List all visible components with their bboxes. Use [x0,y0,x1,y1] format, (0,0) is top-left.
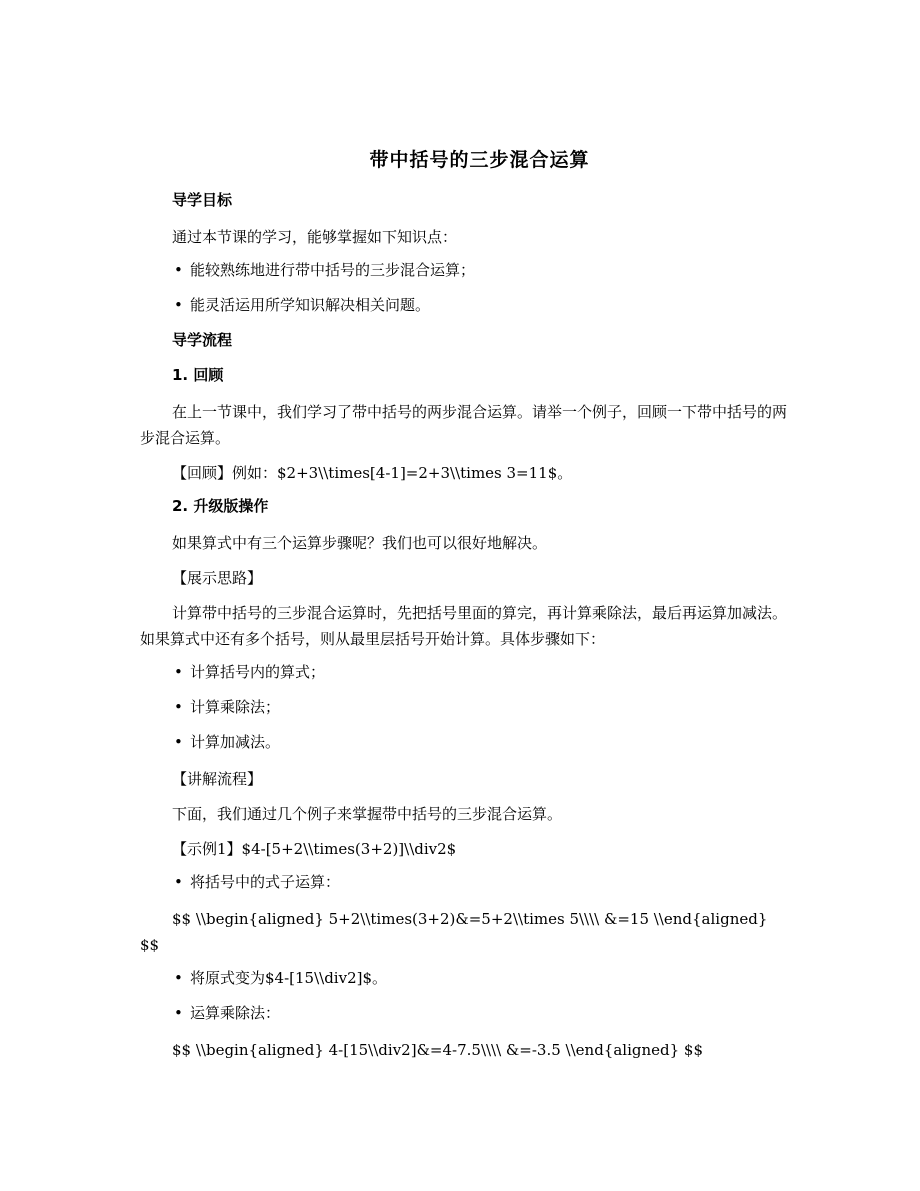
list-item [172,294,787,316]
upgrade-text: 如果算式中有三个运算步骤呢？我们也可以很好地解决。 [172,534,548,552]
step1-bullet: 将括号中的式子运算： [190,873,341,891]
idea-label: 【展示思路】 [172,569,263,587]
list-item [172,731,787,753]
bullet-icon: • [174,663,183,681]
idea-text: 计算带中括号的三步混合运算时，先把括号里面的算完，再计算乘除法，最后再运算加减法。如果算式中还有多个括号，则从最里层括号开始计算。具体步骤如下： [140,604,788,648]
page-title: 带中括号的三步混合运算 [369,149,590,171]
list-item [172,661,787,683]
list-item [172,967,787,989]
idea-bullet-2: 计算乘除法； [190,698,281,716]
bullet-icon: • [174,969,183,987]
review-heading: 1. 回顾 [172,366,224,384]
idea-bullet-1: 计算括号内的算式； [190,663,326,681]
list-item [172,696,787,718]
bullet-icon: • [174,873,183,891]
goal-intro: 通过本节课的学习，能够掌握如下知识点： [172,228,458,246]
goal-bullet-1: 能较熟练地进行带中括号的三步混合运算； [190,261,476,279]
explain-label: 【讲解流程】 [172,770,263,788]
explain-text: 下面，我们通过几个例子来掌握带中括号的三步混合运算。 [172,805,563,823]
step2-bullet: 将原式变为$4-[15\\div2]$。 [190,969,388,987]
bullet-icon: • [174,733,183,751]
process-heading: 导学流程 [172,331,233,349]
upgrade-heading: 2. 升级版操作 [172,497,269,515]
example-1: 【示例1】$4-[5+2\\times(3+2)]\\div2$ [172,840,457,858]
list-item [172,1002,787,1024]
list-item [172,871,787,893]
review-text: 在上一节课中，我们学习了带中括号的两步混合运算。请举一个例子，回顾一下带中括号的两步混合运算。 [140,403,788,447]
document-content [140,148,788,1072]
step3-formula: $$ \\begin{aligned} 4-[15\\div2]&=4-7.5\\\\ &=-3.5 \\end{aligned} $$ [172,1041,704,1059]
review-example: 【回顾】例如：$2+3\\times[4-1]=2+3\\times 3=11$。 [172,464,573,482]
bullet-icon: • [174,296,183,314]
bullet-icon: • [174,261,183,279]
step3-bullet: 运算乘除法： [190,1004,281,1022]
goal-bullet-2: 能灵活运用所学知识解决相关问题。 [190,296,431,314]
bullet-icon: • [174,1004,183,1022]
goal-heading: 导学目标 [172,191,233,209]
bullet-icon: • [174,698,183,716]
idea-bullet-3: 计算加减法。 [190,733,281,751]
list-item [172,259,787,281]
step1-formula: $$ \\begin{aligned} 5+2\\times(3+2)&=5+2\\times 5\\\\ &=15 \\end{aligned} $$ [140,910,768,954]
